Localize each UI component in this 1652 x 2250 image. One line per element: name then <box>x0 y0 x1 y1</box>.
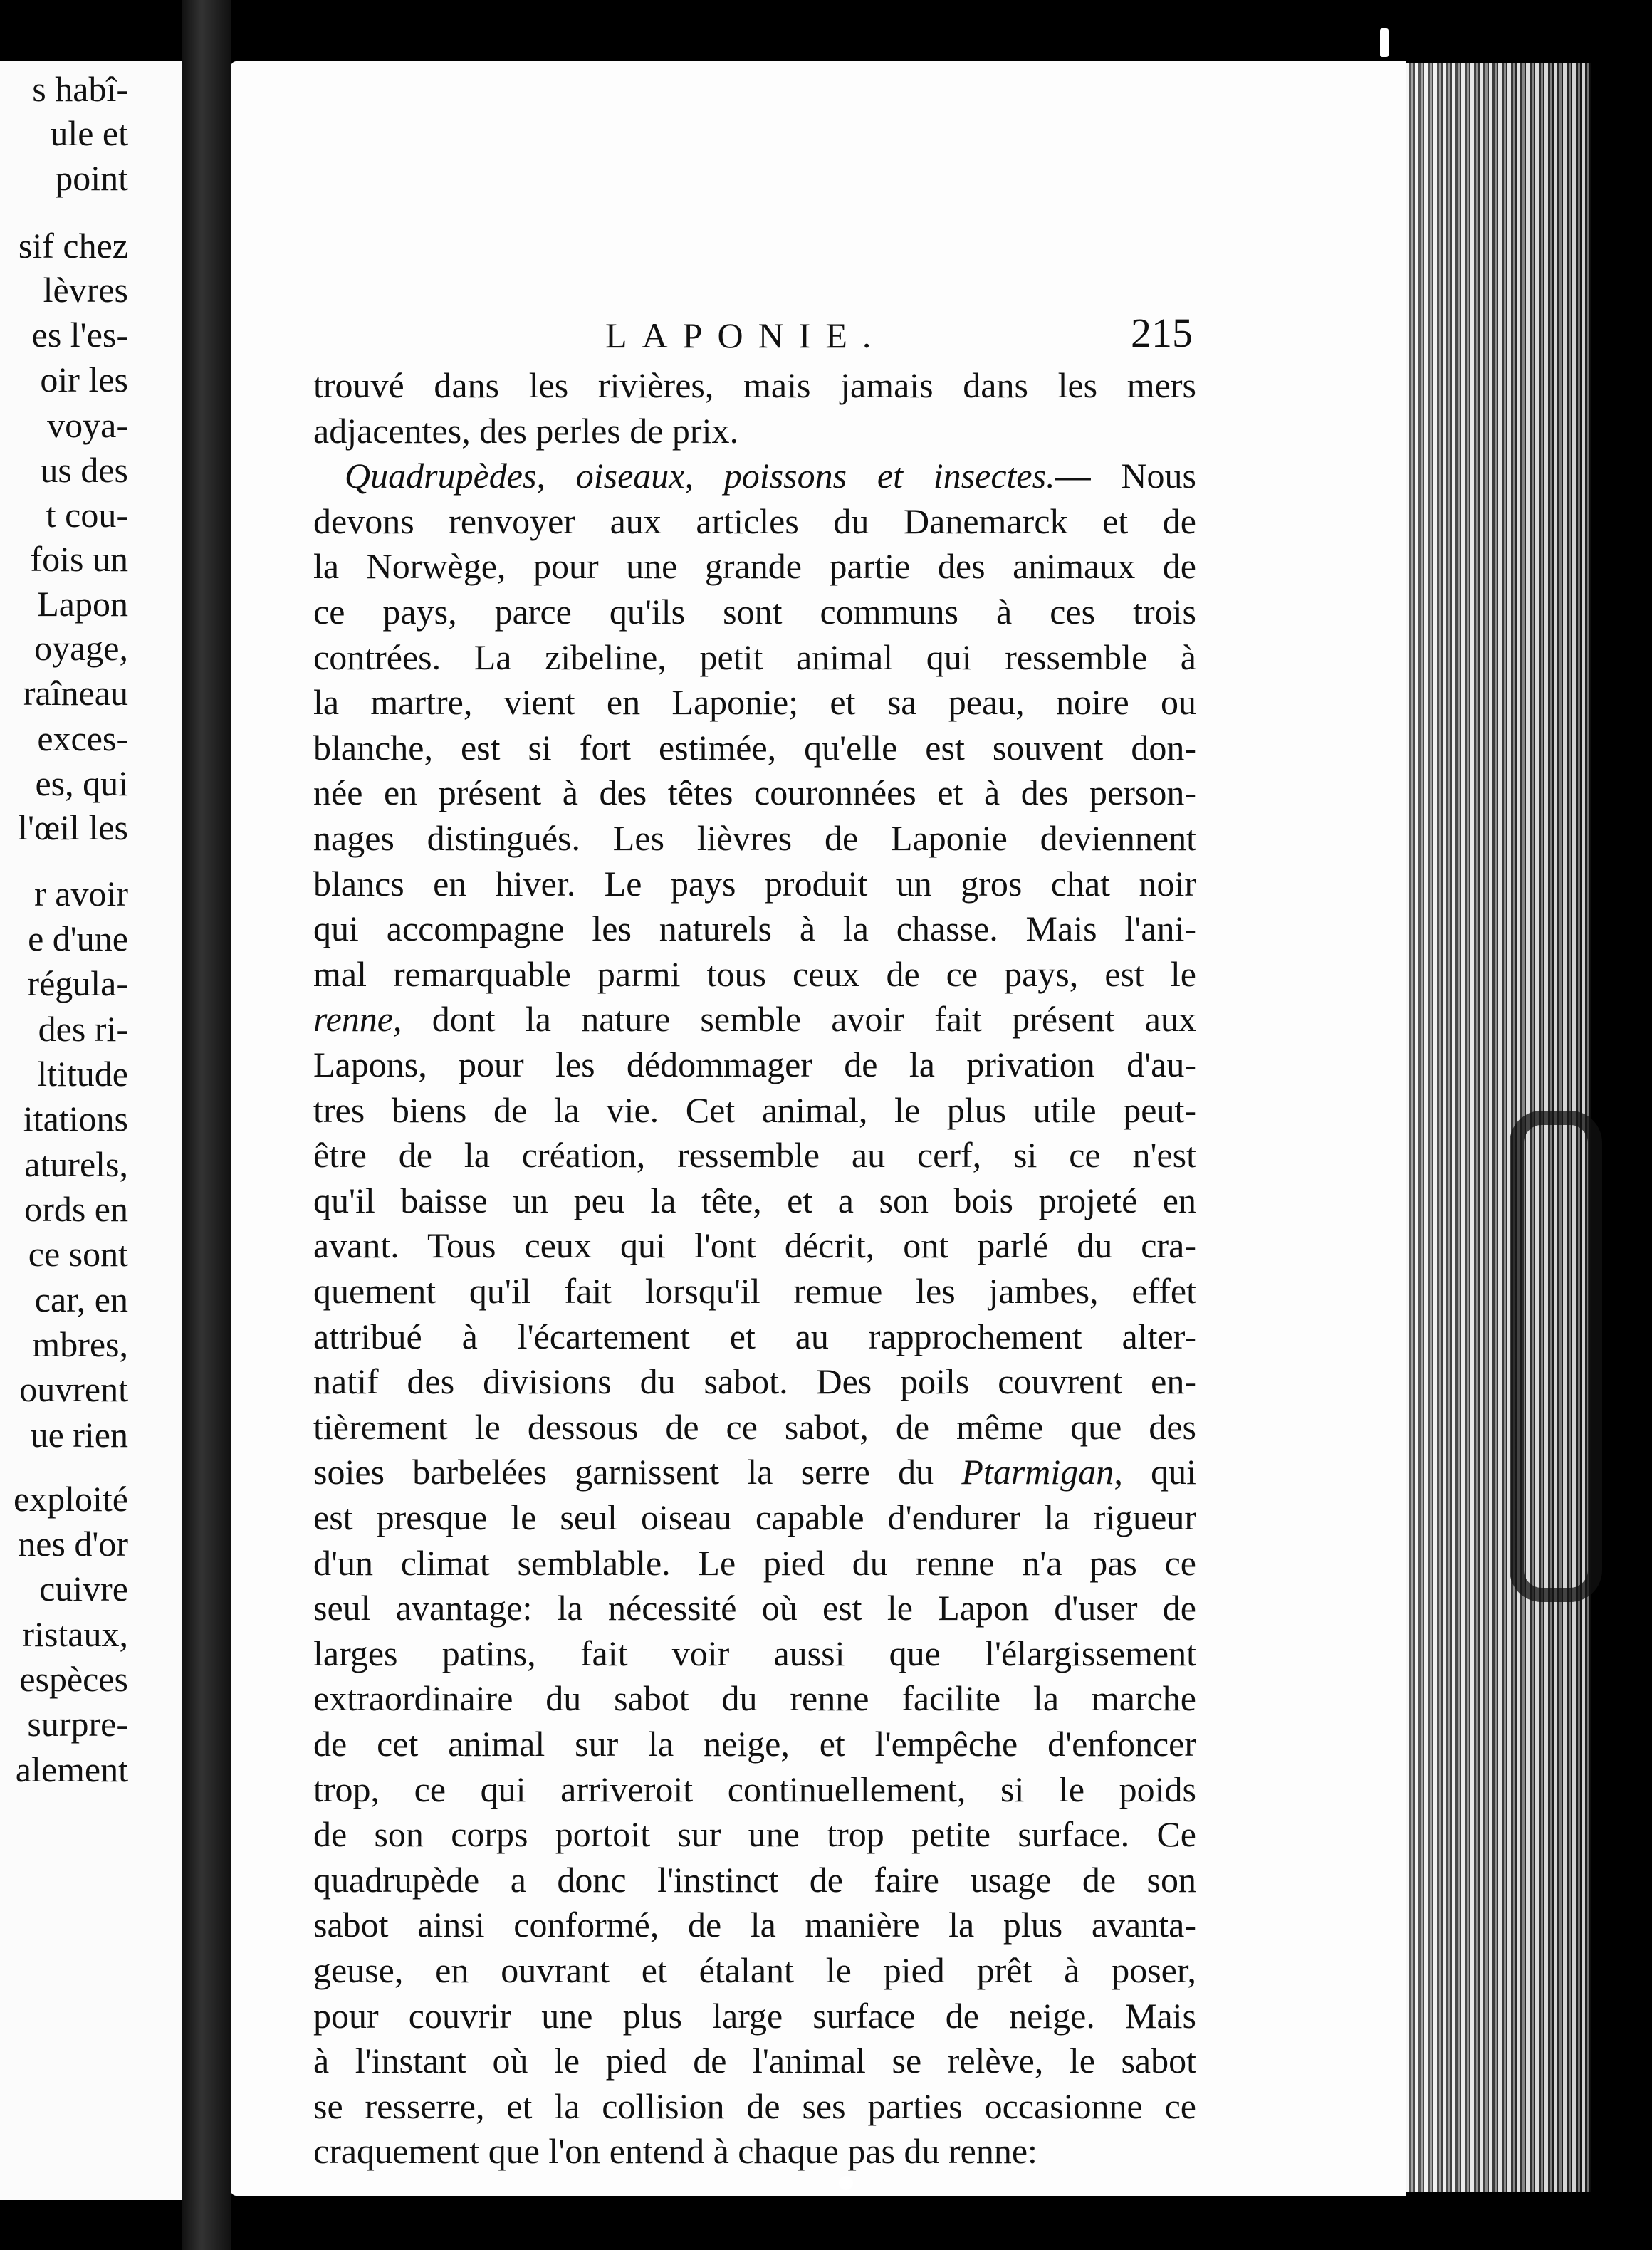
facing-page-line: e d'une <box>28 919 128 958</box>
body-line: Lapons, pour les dédommager de la privation d'au- <box>313 1045 1196 1084</box>
facing-page-line: fois un <box>30 539 128 579</box>
body-line: Quadrupèdes, oiseaux, poissons et insectes.— Nous <box>345 456 1196 496</box>
facing-page-line: voya- <box>47 405 128 445</box>
body-line: la Norwège, pour une grande partie des animaux de <box>313 546 1196 587</box>
facing-page-left <box>0 61 184 2200</box>
facing-page-line: es, qui <box>35 763 128 803</box>
body-line: avant. Tous ceux qui l'ont décrit, ont parlé du cra- <box>313 1225 1196 1266</box>
body-line: à l'instant où le pied de l'animal se relève, le sabot <box>313 2041 1196 2081</box>
facing-page-line: l'œil les <box>18 807 128 847</box>
body-line: renne, dont la nature semble avoir fait présent aux <box>313 999 1196 1040</box>
body-line: contrées. La zibeline, petit animal qui ressemble à <box>313 637 1196 677</box>
running-head: LAPONIE. <box>605 315 887 355</box>
page-215 <box>231 61 1406 2196</box>
ink-speck <box>1380 28 1389 57</box>
page-header <box>231 310 1406 360</box>
facing-page-line: itations <box>23 1099 128 1139</box>
facing-page-line: ords en <box>24 1189 128 1229</box>
facing-page-line: alement <box>15 1749 128 1789</box>
body-line: se resserre, et la collision de ses parties occasionne ce <box>313 2086 1196 2126</box>
body-line: natif des divisions du sabot. Des poils couvrent en- <box>313 1361 1196 1402</box>
body-line: tres biens de la vie. Cet animal, le plus utile peut- <box>313 1089 1196 1130</box>
body-line: être de la création, ressemble au cerf, si ce n'est <box>313 1135 1196 1176</box>
body-line: geuse, en ouvrant et étalant le pied prêt à poser, <box>313 1950 1196 1990</box>
facing-page-line: régula- <box>27 963 128 1003</box>
facing-page-line: cuivre <box>39 1569 128 1608</box>
facing-page-line: ltitude <box>37 1054 128 1094</box>
body-line: qu'il baisse un peu la tête, et a son bois projeté en <box>313 1180 1196 1220</box>
body-line: adjacentes, des perles de prix. <box>313 410 738 451</box>
body-line: la martre, vient en Laponie; et sa peau, noire ou <box>313 682 1196 723</box>
ink-speck <box>839 2176 853 2190</box>
body-line: quement qu'il fait lorsqu'il remue les jambes, effet <box>313 1271 1196 1311</box>
facing-page-line: t cou- <box>46 495 128 535</box>
facing-page-line: exces- <box>37 718 128 758</box>
body-line: mal remarquable parmi tous ceux de ce pays, est le <box>313 953 1196 994</box>
body-line: larges patins, fait voir aussi que l'élargissement <box>313 1633 1196 1673</box>
body-line: nages distingués. Les lièvres de Laponie deviennent <box>313 818 1196 858</box>
facing-page-line: raîneau <box>23 673 128 713</box>
facing-page-line: des ri- <box>38 1009 128 1049</box>
facing-page-line: es l'es- <box>31 315 128 355</box>
facing-page-line: espèces <box>19 1659 128 1699</box>
facing-page-line: s habî- <box>32 69 128 109</box>
body-line: de son corps portoit sur une trop petite surface. Ce <box>313 1814 1196 1855</box>
body-line: blancs en hiver. Le pays produit un gros chat noir <box>313 863 1196 904</box>
body-line: d'un climat semblable. Le pied du renne n'a pas ce <box>313 1542 1196 1583</box>
facing-page-line: ristaux, <box>22 1614 128 1654</box>
facing-page-line: sif chez <box>18 226 128 266</box>
body-line: extraordinaire du sabot du renne facilite la marche <box>313 1678 1196 1719</box>
facing-page-line: us des <box>40 450 128 490</box>
body-line: seul avantage: la nécessité où est le Lapon d'user de <box>313 1588 1196 1628</box>
page-number: 215 <box>1131 310 1193 356</box>
body-line: tièrement le dessous de ce sabot, de même que des <box>313 1406 1196 1447</box>
body-line: soies barbelées garnissent la serre du Ptarmigan, qui <box>313 1452 1196 1492</box>
book-gutter <box>182 0 231 2250</box>
facing-page-line: surpre- <box>27 1704 128 1744</box>
body-line: de cet animal sur la neige, et l'empêche d'enfoncer <box>313 1724 1196 1764</box>
facing-page-line: car, en <box>34 1280 128 1319</box>
facing-page-line: mbres, <box>32 1324 128 1364</box>
facing-page-line: ule et <box>50 113 128 153</box>
body-line: ce pays, parce qu'ils sont communs à ces trois <box>313 592 1196 632</box>
facing-page-line: ce sont <box>28 1234 128 1274</box>
body-line: trouvé dans les rivières, mais jamais dans les mers <box>313 365 1196 405</box>
body-line: qui accompagne les naturels à la chasse. Mais l'ani- <box>313 909 1196 949</box>
body-line: est presque le seul oiseau capable d'endurer la rigueur <box>313 1497 1196 1537</box>
facing-page-line: nes d'or <box>18 1524 128 1564</box>
facing-page-line: oyage, <box>34 628 128 668</box>
body-line: attribué à l'écartement et au rapprochement alter- <box>313 1316 1196 1356</box>
facing-page-line: ouvrent <box>19 1369 128 1409</box>
body-line: née en présent à des têtes couronnées et à des person- <box>313 773 1196 813</box>
facing-page-line: exploité <box>13 1479 128 1519</box>
facing-page-line: point <box>55 158 128 198</box>
facing-page-line: r avoir <box>34 874 128 914</box>
body-line: craquement que l'on entend à chaque pas du renne: <box>313 2131 1037 2172</box>
facing-page-line: Lapon <box>37 584 128 624</box>
facing-page-line: oir les <box>40 360 128 399</box>
body-line: pour couvrir une plus large surface de neige. Mais <box>313 1995 1196 2036</box>
facing-page-line: lèvres <box>43 270 128 310</box>
library-stamp-mark <box>1510 1111 1602 1602</box>
body-line: devons renvoyer aux articles du Danemarck et de <box>313 501 1196 541</box>
body-line: sabot ainsi conformé, de la manière la plus avanta- <box>313 1905 1196 1945</box>
body-line: blanche, est si fort estimée, qu'elle est souvent don- <box>313 727 1196 768</box>
facing-page-line: aturels, <box>24 1144 128 1184</box>
body-line: quadrupède a donc l'instinct de faire usage de son <box>313 1859 1196 1900</box>
body-line: trop, ce qui arriveroit continuellement, si le poids <box>313 1769 1196 1809</box>
facing-page-line: ue rien <box>30 1415 128 1455</box>
